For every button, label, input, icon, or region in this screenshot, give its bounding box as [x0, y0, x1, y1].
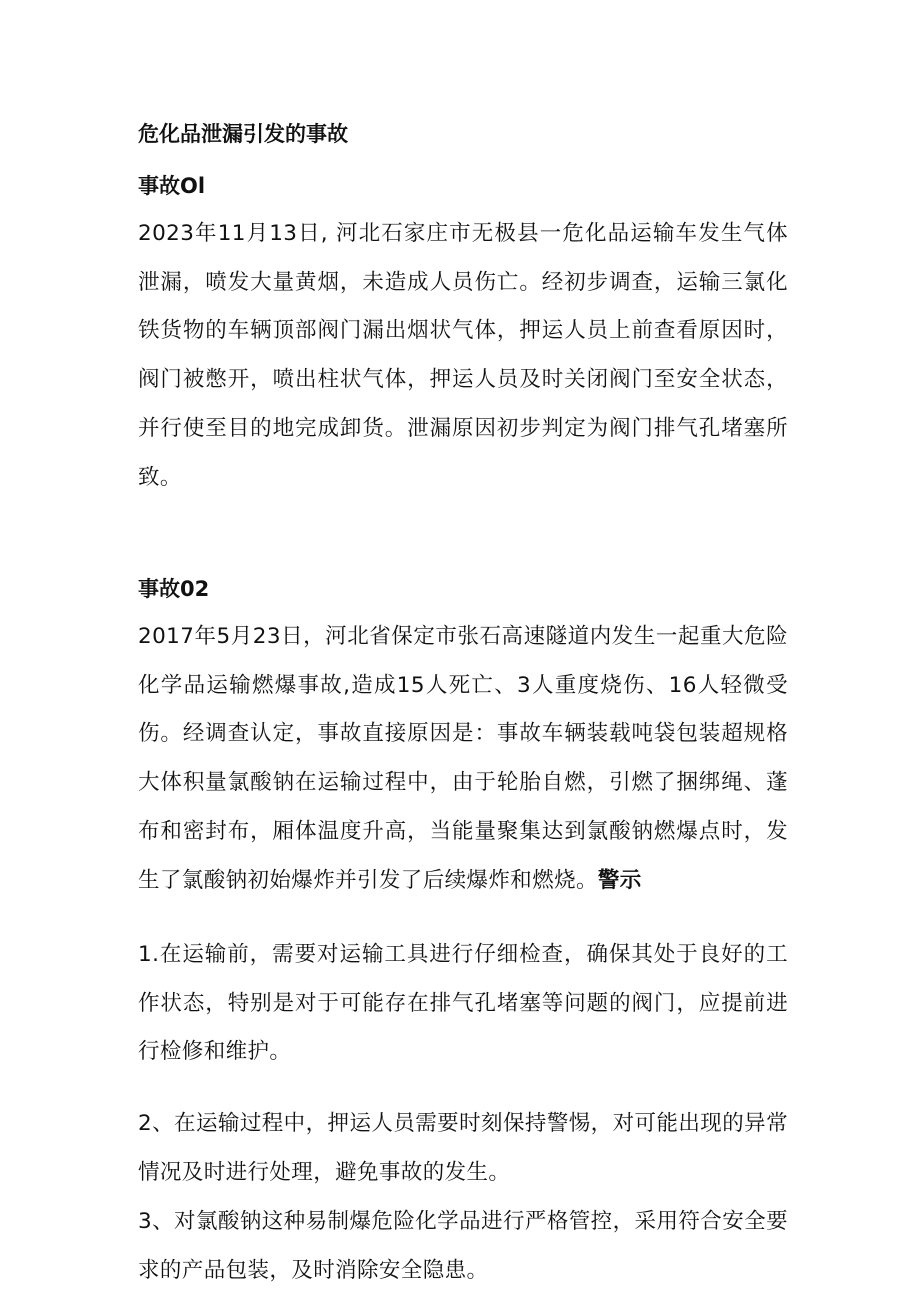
document-title: 危化品泄漏引发的事故	[138, 122, 348, 146]
accident-2-heading: 事故02	[138, 577, 210, 601]
warning-item-1: 1.在运输前，需要对运输工具进行仔细检查，确保其处于良好的工作状态，特别是对于可能存在排气孔堵塞等问题的阀门，应提前进行检修和维护。	[138, 942, 788, 1065]
accident-2-text: 2017年5月23日，河北省保定市张石高速隧道内发生一起重大危险化学品运输燃爆事故,造成15人死亡、3人重度烧伤、16人轻微受伤。经调查认定，事故直接原因是：事故车辆装载吨袋包装超规格大体积量氯酸钠在运输过程中，由于轮胎自燃，引燃了捆绑绳、蓬布和密封布，厢体温度升高，当能量聚集达到氯酸钠燃爆点时，发生了氯酸钠初始爆炸并引发了后续爆炸和燃烧。	[138, 624, 788, 893]
warning-label: 警示	[597, 867, 642, 893]
accident-1-paragraph: 2023年11月13日, 河北石家庄市无极县一危化品运输车发生气体泄漏，喷发大量黄烟，未造成人员伤亡。经初步调查，运输三氯化铁货物的车辆顶部阀门漏出烟状气体，押运人员上前查看原因时，阀门被憋开，喷出柱状气体，押运人员及时关闭阀门至安全状态，并行使至目的地完成卸货。泄漏原因初步判定为阀门排气孔堵塞所致。	[138, 221, 788, 490]
accident-1-heading: 事故Ol	[138, 174, 206, 198]
accident-2-paragraph	[138, 613, 788, 905]
warning-item-2: 2、在运输过程中，押运人员需要时刻保持警惕，对可能出现的异常情况及时进行处理，避免事故的发生。	[138, 1111, 788, 1185]
document-page	[138, 118, 788, 1283]
warning-item-3: 3、对氯酸钠这种易制爆危险化学品进行严格管控，采用符合安全要求的产品包装，及时消除安全隐患。	[138, 1209, 788, 1283]
